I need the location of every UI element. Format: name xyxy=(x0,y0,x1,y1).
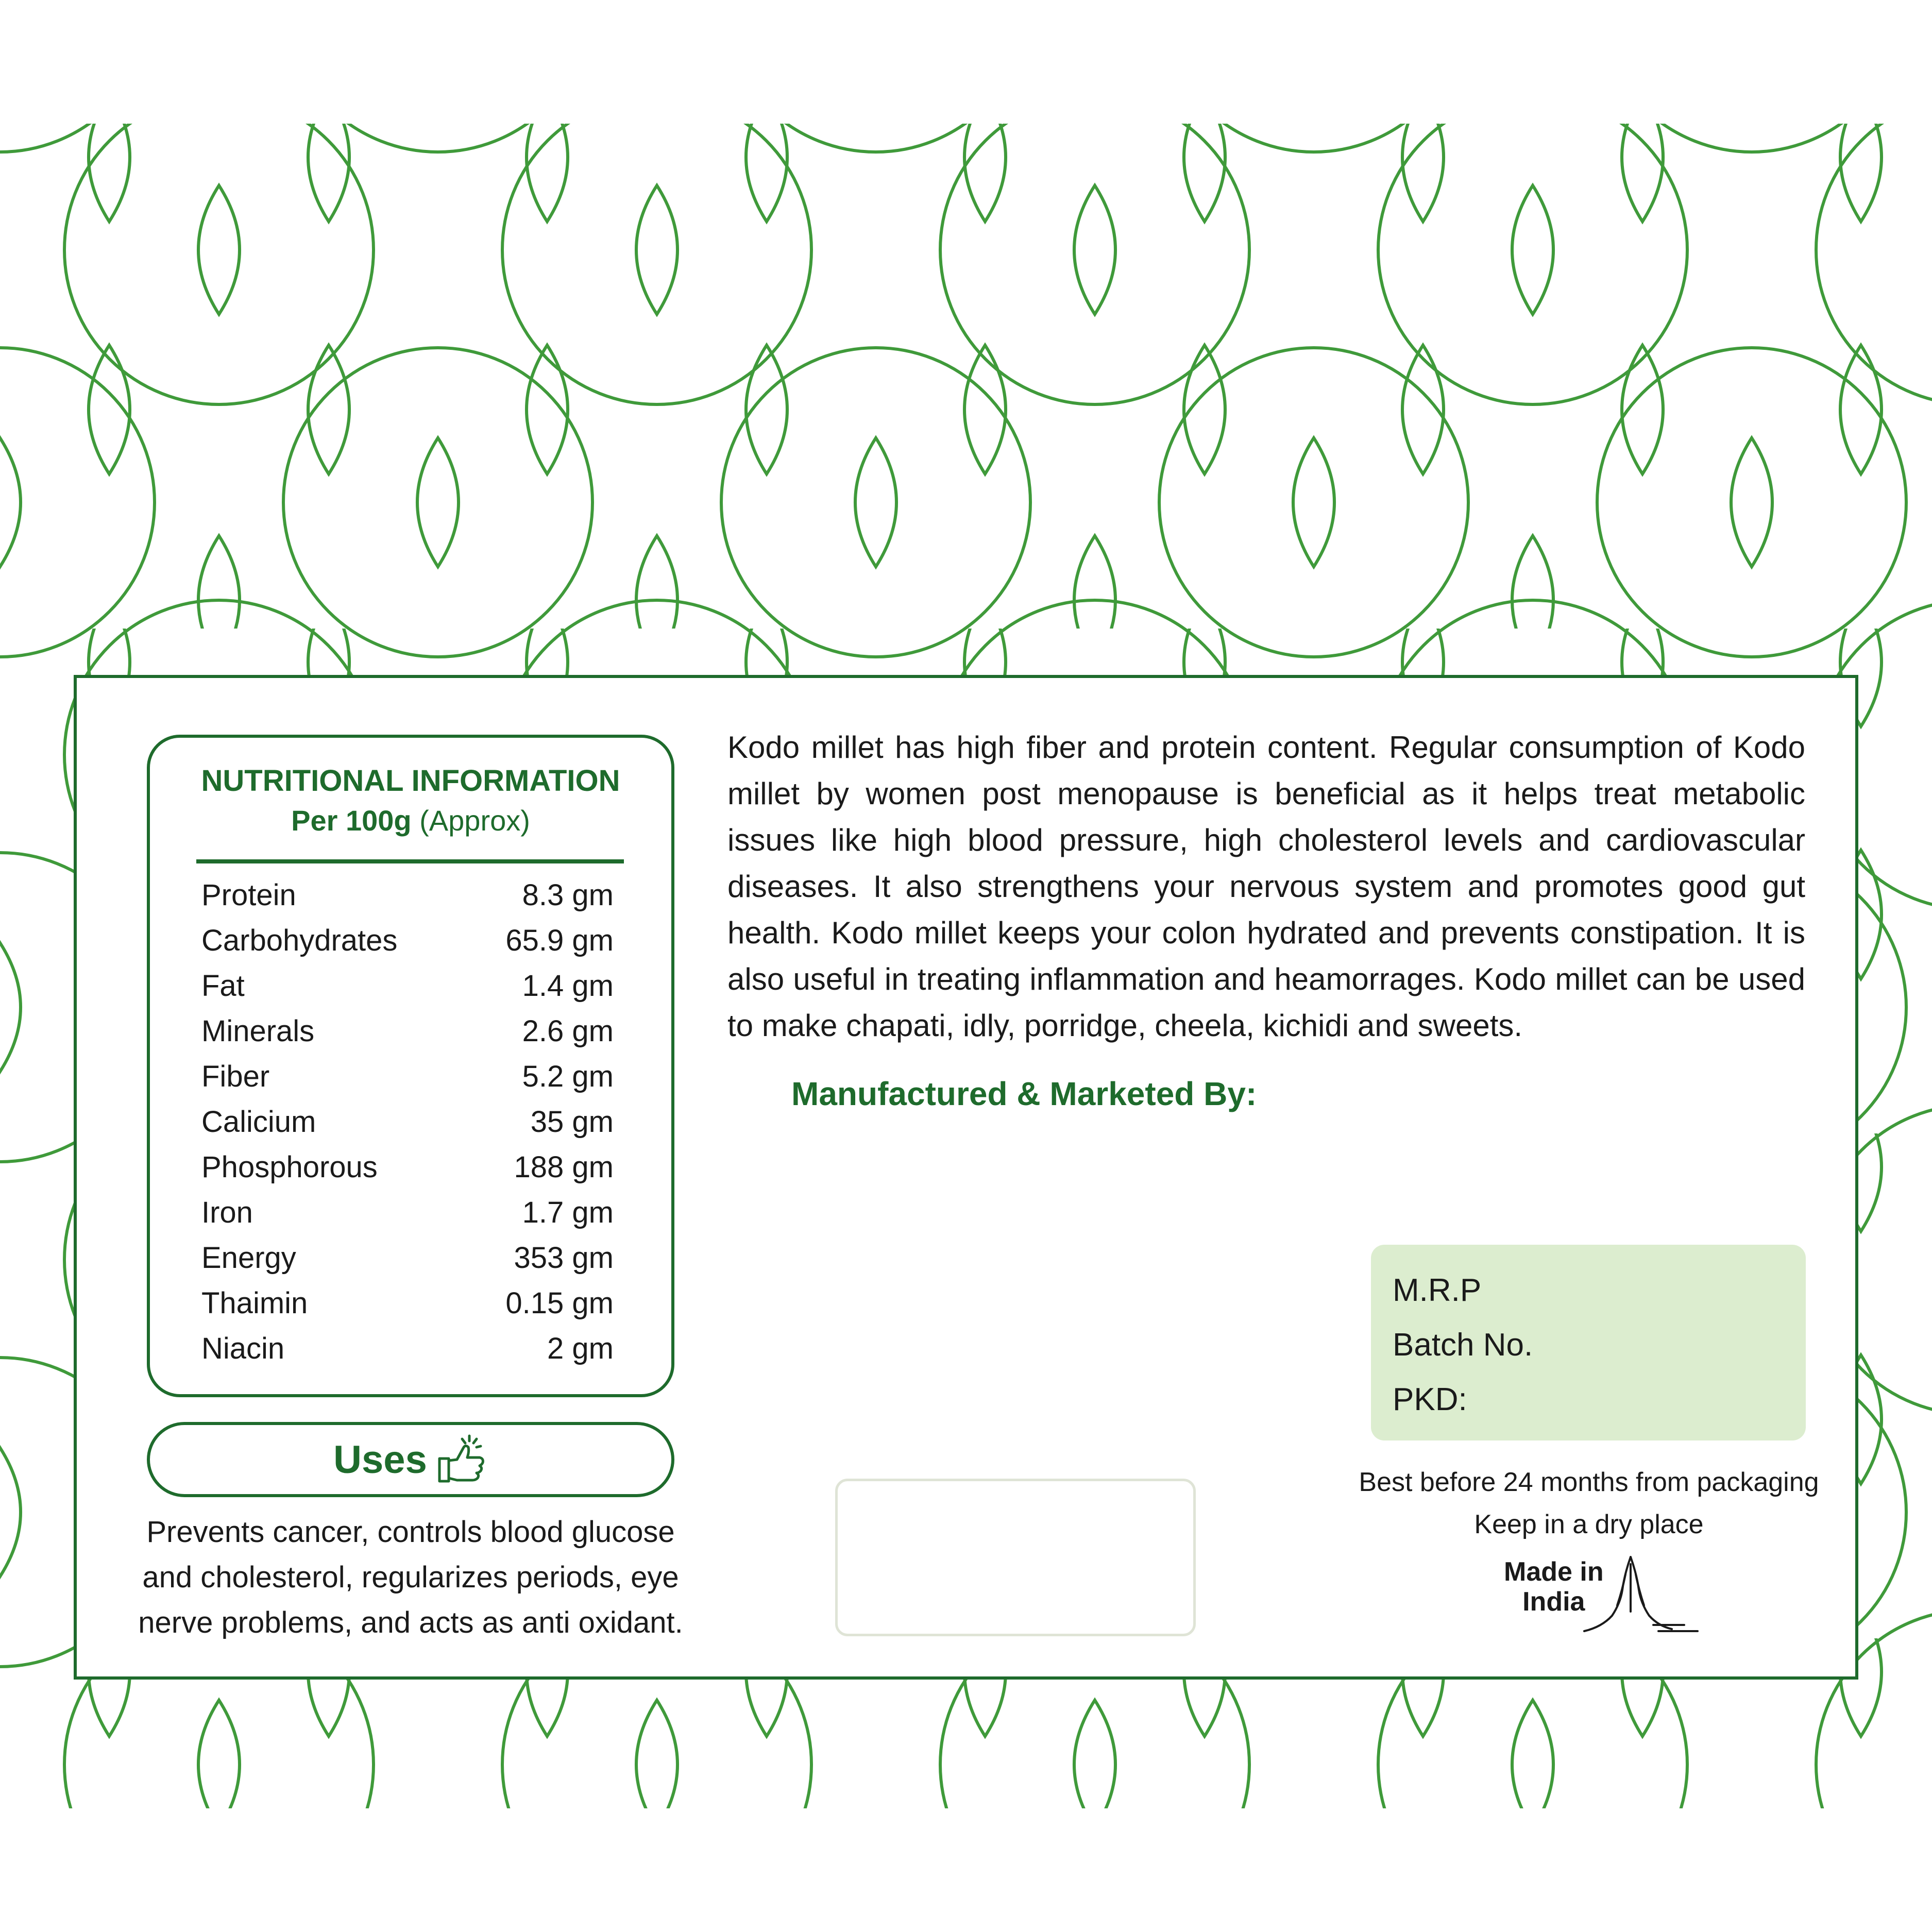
thumbs-up-icon xyxy=(436,1434,488,1485)
nutrient-name: Phosphorous xyxy=(201,1150,378,1184)
blank-label-box xyxy=(835,1479,1196,1636)
nutrient-name: Energy xyxy=(201,1241,296,1275)
nutrient-value: 1.4 gm xyxy=(522,969,614,1003)
nutrition-row xyxy=(201,1054,614,1099)
nutrient-value: 0.15 gm xyxy=(505,1286,614,1320)
uses-label: Uses xyxy=(333,1437,427,1482)
nutrition-table xyxy=(147,735,674,1397)
product-description: Kodo millet has high fiber and protein content. Regular consumption of Kodo millet by women post menopause is beneficial as it helps treat metabolic issues like high blood pressure, high cholesterol levels and cardiovascular diseases. It also strengthens your nervous system and promotes good gut health. Kodo millet keeps your colon hydrated and prevents constipation. It is also useful in treating inflammation and heamorrages. Kodo millet can be used to make chapati, idly, porridge, cheela, kichidi and sweets. xyxy=(727,730,1805,1043)
uses-description xyxy=(133,1510,688,1646)
nutrition-title: NUTRITIONAL INFORMATION xyxy=(201,764,620,798)
made-in-india-badge xyxy=(1504,1554,1700,1641)
nutrition-per: Per 100g xyxy=(291,804,412,837)
namaste-hands-icon xyxy=(1581,1554,1700,1636)
storage-info xyxy=(1334,1461,1844,1546)
nutrition-row xyxy=(201,873,614,918)
nutrient-value: 5.2 gm xyxy=(522,1060,614,1093)
mrp-label: M.R.P xyxy=(1393,1273,1482,1308)
nutrition-row xyxy=(201,1145,614,1190)
nutrient-name: Thaimin xyxy=(201,1286,308,1320)
nutrient-value: 35 gm xyxy=(530,1105,614,1139)
nutrient-name: Minerals xyxy=(201,1014,315,1048)
nutrition-divider xyxy=(196,859,624,863)
nutrient-value: 353 gm xyxy=(514,1241,614,1275)
uses-heading xyxy=(147,1422,674,1497)
nutrient-value: 2 gm xyxy=(547,1332,614,1365)
nutrition-approx: (Approx) xyxy=(419,804,530,837)
uses-line: and cholesterol, regularizes periods, eye xyxy=(142,1561,679,1594)
nutrition-row xyxy=(201,1326,614,1371)
keep-dry-text: Keep in a dry place xyxy=(1474,1510,1704,1539)
nutrition-subtitle xyxy=(150,804,671,837)
pkd-label: PKD: xyxy=(1393,1382,1467,1417)
nutrient-name: Fat xyxy=(201,969,245,1003)
nutrient-name: Niacin xyxy=(201,1332,285,1365)
nutrition-row xyxy=(201,1190,614,1235)
nutrient-value: 2.6 gm xyxy=(522,1014,614,1048)
made-in-line2: India xyxy=(1522,1587,1585,1617)
nutrient-value: 1.7 gm xyxy=(522,1196,614,1229)
nutrient-value: 8.3 gm xyxy=(522,878,614,912)
nutrient-value: 65.9 gm xyxy=(505,924,614,957)
nutrition-row xyxy=(201,1281,614,1326)
manufacturer-heading: Manufactured & Marketed By: xyxy=(791,1075,1257,1112)
nutrient-name: Carbohydrates xyxy=(201,924,398,957)
nutrition-row xyxy=(201,1099,614,1145)
best-before-text: Best before 24 months from packaging xyxy=(1359,1467,1819,1497)
nutrient-name: Iron xyxy=(201,1196,253,1229)
nutrient-name: Calicium xyxy=(201,1105,316,1139)
nutrition-row xyxy=(201,918,614,963)
nutrient-value: 188 gm xyxy=(514,1150,614,1184)
batch-info-box xyxy=(1371,1245,1806,1440)
nutrition-row xyxy=(201,963,614,1009)
nutrient-name: Protein xyxy=(201,878,296,912)
made-in-line1: Made in xyxy=(1504,1557,1604,1587)
uses-line: nerve problems, and acts as anti oxidant. xyxy=(138,1606,683,1639)
nutrition-rows xyxy=(201,873,614,1371)
nutrient-name: Fiber xyxy=(201,1060,270,1093)
batch-label: Batch No. xyxy=(1393,1327,1533,1363)
info-panel xyxy=(74,675,1858,1680)
nutrition-row xyxy=(201,1235,614,1281)
uses-line: Prevents cancer, controls blood glucose xyxy=(146,1515,675,1549)
nutrition-row xyxy=(201,1009,614,1054)
